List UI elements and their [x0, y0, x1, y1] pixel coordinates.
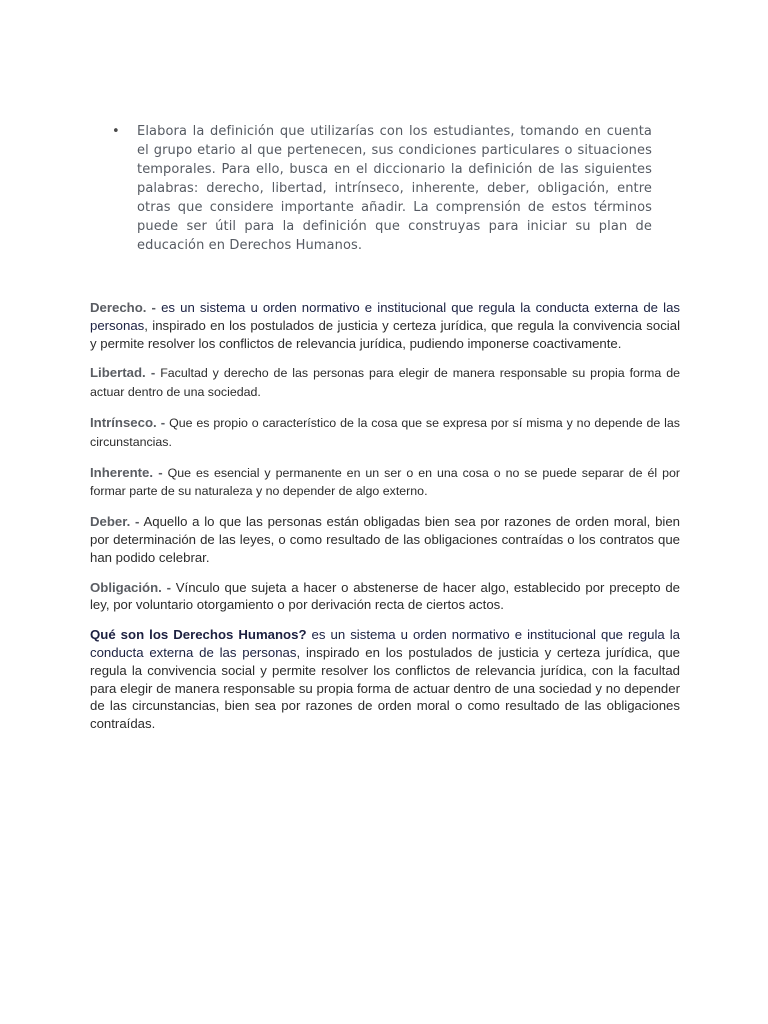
definition-derechos-humanos-text-a: es un sistema u orden normativo e institucional que regula la conducta externa de las personas [90, 627, 681, 660]
definition-inherente [90, 464, 680, 502]
definition-derecho-text-a: es un sistema u orden normativo e institucional que regula la conducta externa de las personas [90, 300, 680, 333]
instruction-text: Elabora la definición que utilizarías con los estudiantes, tomando en cuenta el grupo etario al que pertenecen, sus condiciones particulares o situaciones temporales. Para ello, busca en el diccionario la definición de las siguientes palabras: derecho, libertad, intrínseco, inherente, deber, obligación, entre otras que considere importante añadir. La comprensión de estos términos puede ser útil para la definición que construyas para iniciar su plan de educación en Derechos Humanos. [137, 124, 652, 253]
term-inherente: Inherente. - [90, 464, 163, 480]
definition-libertad-text: Facultad y derecho de las personas para elegir de manera responsable su propia forma de actuar dentro de una sociedad. [90, 366, 680, 400]
term-derechos-humanos: Qué son los Derechos Humanos? [90, 627, 307, 643]
bullet-icon: • [112, 124, 120, 139]
definition-deber [90, 513, 680, 566]
term-derecho: Derecho. - [90, 300, 156, 315]
definition-obligacion-text: Vínculo que sujeta a hacer o abstenerse de hacer algo, establecido por precepto de ley, por voluntario otorgamiento o por derivación recta de ciertos actos. [90, 579, 681, 613]
instruction-bullet [112, 122, 652, 255]
definition-deber-text: Aquello a lo que las personas están obligadas bien sea por razones de orden moral, bien por determinación de las leyes, o como resultado de las obligaciones contraídas o los contratos que han podido celebrar. [90, 514, 680, 565]
definition-obligacion [90, 579, 680, 615]
term-intrinseco: Intrínseco. - [90, 414, 166, 430]
definition-libertad [90, 364, 680, 402]
definition-derecho-text-b: , inspirado en los postulados de justicia y certeza jurídica, que regula la convivencia social y permite resolver los conflictos de relevancia jurídica, pudiendo imponerse coactivamente. [90, 317, 680, 351]
term-deber: Deber. - [90, 514, 140, 530]
definition-intrinseco-text: Que es propio o característico de la cosa que se expresa por sí misma y no depende de las circunstancias. [90, 415, 680, 449]
term-obligacion: Obligación. - [90, 579, 171, 595]
term-libertad: Libertad. - [90, 365, 156, 381]
definitions-list [90, 299, 680, 745]
definition-derecho [90, 299, 680, 352]
definition-derechos-humanos [90, 626, 680, 733]
definition-derechos-humanos-text-b: , inspirado en los postulados de justicia y certeza jurídica, que regula la convivencia social y permite resolver los conflictos de relevancia jurídica, con la facultad para elegir de manera responsable su propia forma de actuar dentro de una sociedad y no depender de las circunstancias, bien sea por razones de orden moral o como resultado de las obligaciones contraídas. [90, 644, 680, 732]
definition-intrinseco [90, 414, 680, 452]
definition-inherente-text: Que es esencial y permanente en un ser o en una cosa o no se puede separar de él por formar parte de su naturaleza y no depender de algo externo. [90, 465, 681, 499]
